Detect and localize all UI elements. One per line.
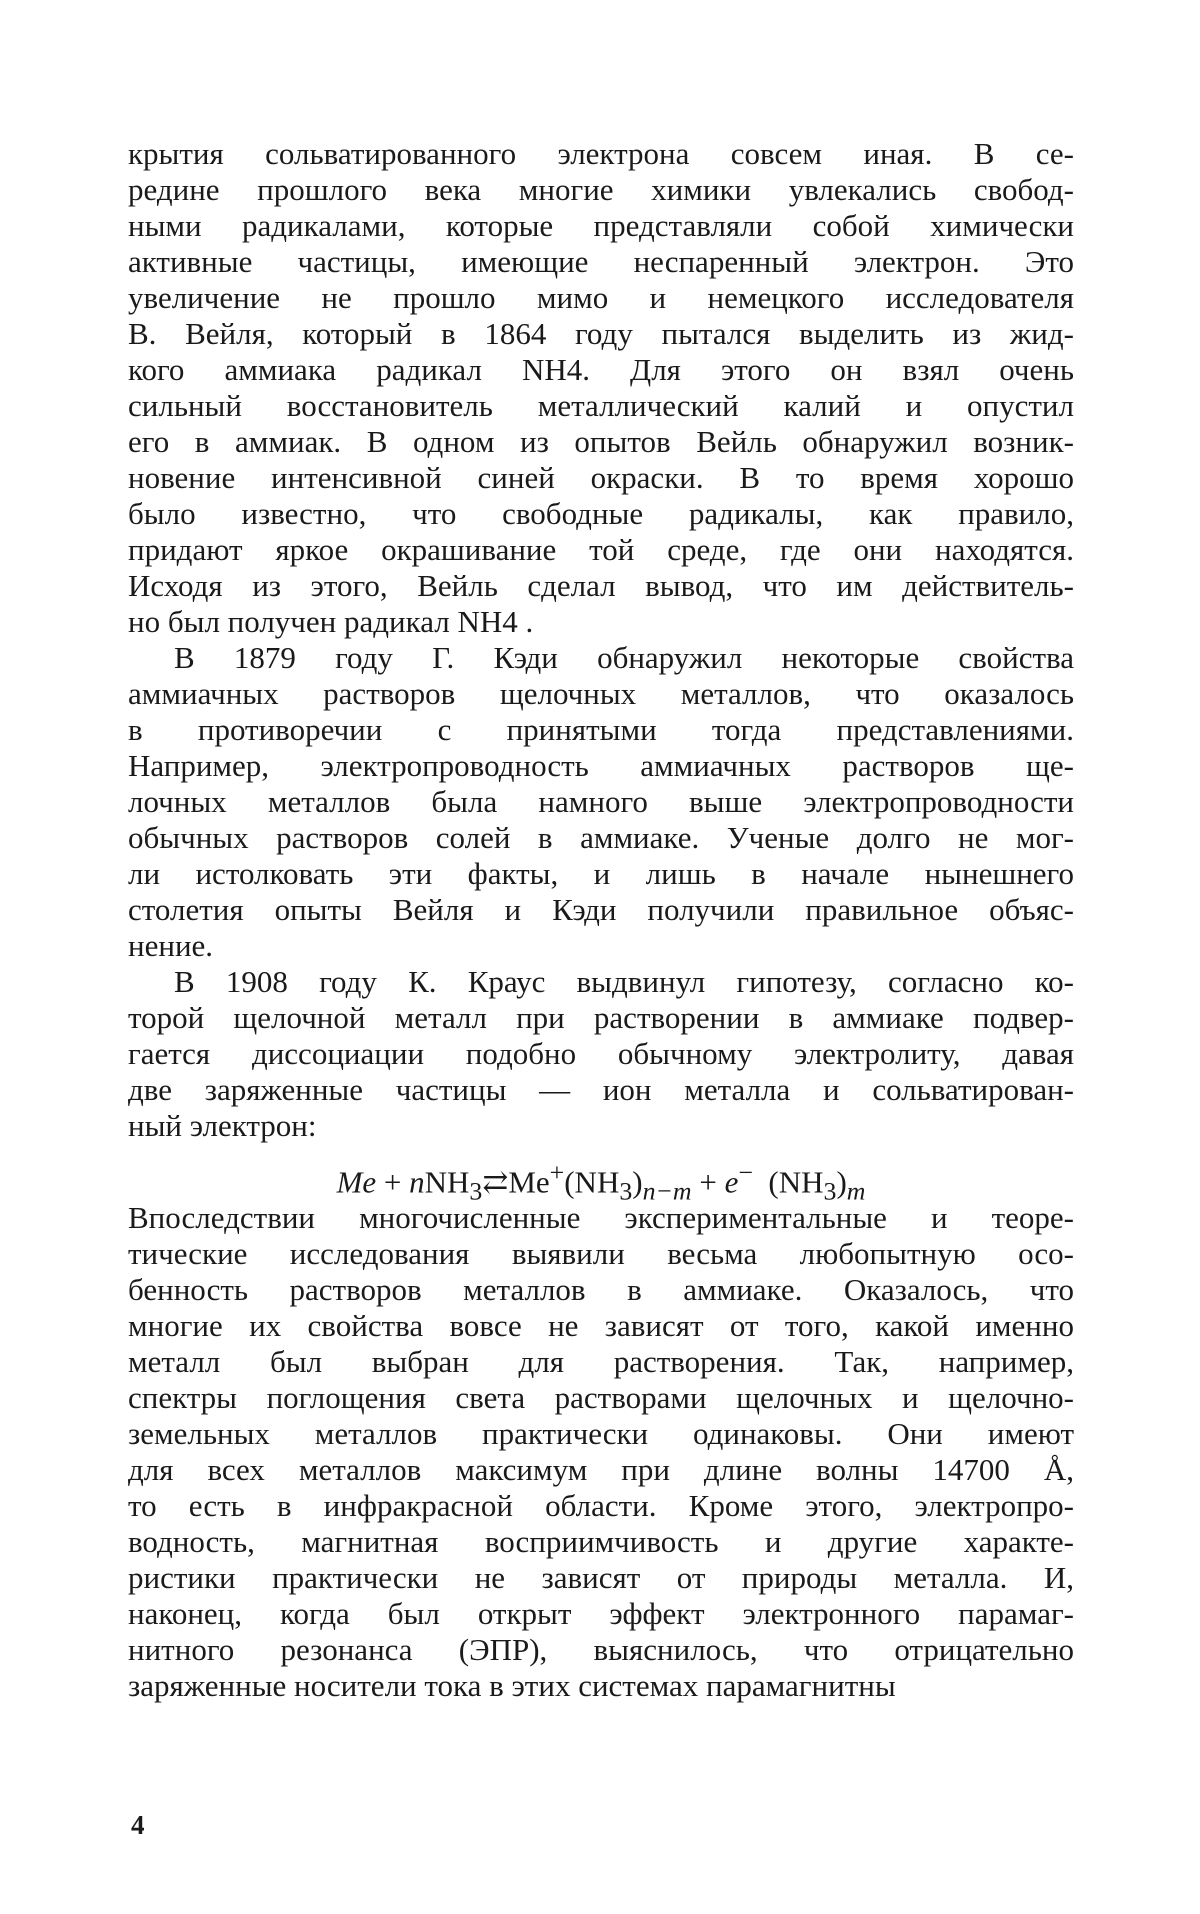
- text-line: заряженные носители тока в этих системах парамагнитны: [128, 1668, 896, 1703]
- formula-subscript: n−m: [642, 1176, 692, 1206]
- text-line: придают яркое окрашивание той среде, где они находятся.: [128, 532, 1074, 567]
- formula-metal: Me: [336, 1164, 377, 1200]
- text-line: водность, магнитная восприимчивость и другие характе-: [128, 1524, 1074, 1559]
- page-number: 4: [131, 1810, 145, 1840]
- text-line: гается диссоциации подобно обычному электролиту, давая: [128, 1036, 1074, 1071]
- dissociation-equation: [128, 1144, 1074, 1206]
- formula-solvation: (NH: [564, 1164, 620, 1200]
- formula-plus: +: [383, 1164, 402, 1200]
- text-line: В 1879 году Г. Кэди обнаружил некоторые свойства: [174, 640, 1074, 675]
- formula-bracket: ): [836, 1164, 847, 1200]
- formula-charge: +: [549, 1158, 565, 1187]
- text-line: торой щелочной металл при растворении в аммиаке подвер-: [128, 1000, 1074, 1035]
- text-line: нитного резонанса (ЭПР), выяснилось, что отрицательно: [128, 1632, 1074, 1667]
- text-line: было известно, что свободные радикалы, как правило,: [128, 496, 1074, 531]
- text-line: в противоречии с принятыми тогда представлениями.: [128, 712, 1074, 747]
- text-line: Впоследствии многочисленные экспериментальные и теоре-: [128, 1200, 1074, 1235]
- text-line: обычных растворов солей в аммиаке. Ученые долго не мог-: [128, 820, 1074, 855]
- text-line: В. Вейля, который в 1864 году пытался выделить из жид-: [128, 316, 1074, 351]
- text-line: нение.: [128, 928, 214, 963]
- formula-subscript: m: [846, 1176, 866, 1206]
- paragraph-3: [128, 964, 1074, 1144]
- text-line: редине прошлого века многие химики увлекались свобод-: [128, 172, 1074, 207]
- text-line: ристики практически не зависят от природы металла. И,: [128, 1560, 1074, 1595]
- text-line: ный электрон:: [128, 1108, 317, 1143]
- text-line: две заряженные частицы — ион металла и сольватирован-: [128, 1072, 1074, 1107]
- text-line: бенность растворов металлов в аммиаке. Оказалось, что: [128, 1272, 1074, 1307]
- text-line: многие их свойства вовсе не зависят от того, какой именно: [128, 1308, 1074, 1343]
- text-line: увеличение не прошло мимо и немецкого исследователя: [128, 280, 1074, 315]
- body-text: [128, 136, 1074, 1704]
- text-line: крытия сольватированного электрона совсем иная. В се-: [128, 136, 1074, 171]
- paragraph-2: [128, 640, 1074, 964]
- text-line: спектры поглощения света растворами щелочных и щелочно-: [128, 1380, 1074, 1415]
- text-line: Исходя из этого, Вейль сделал вывод, что им действитель-: [128, 568, 1074, 603]
- text-line: его в аммиак. В одном из опытов Вейль обнаружил возник-: [128, 424, 1074, 459]
- text-line: тические исследования выявили весьма любопытную осо-: [128, 1236, 1074, 1271]
- formula-subscript: 3: [619, 1176, 633, 1206]
- text-line: В 1908 году К. Краус выдвинул гипотезу, согласно ко-: [174, 964, 1074, 999]
- text-line: столетия опыты Вейля и Кэди получили правильное объяс-: [128, 892, 1074, 927]
- text-line: металл был выбран для растворения. Так, например,: [128, 1344, 1074, 1379]
- text-line: аммиачных растворов щелочных металлов, что оказалось: [128, 676, 1074, 711]
- formula-subscript: 3: [469, 1176, 483, 1206]
- formula-charge: −: [738, 1158, 753, 1187]
- formula-subscript: 3: [823, 1176, 837, 1206]
- text-line: новение интенсивной синей окраски. В то время хорошо: [128, 460, 1074, 495]
- text-line: для всех металлов максимум при длине волны 14700 Å,: [128, 1452, 1074, 1487]
- text-line: ли истолковать эти факты, и лишь в начале нынешнего: [128, 856, 1074, 891]
- text-line: но был получен радикал NH4 .: [128, 604, 534, 639]
- text-line: ными радикалами, которые представляли собой химически: [128, 208, 1074, 243]
- paragraph-4: [128, 1200, 1074, 1704]
- text-line: земельных металлов практически одинаковы. Они имеют: [128, 1416, 1074, 1451]
- formula-cation: Me: [508, 1164, 550, 1200]
- text-line: то есть в инфракрасной области. Кроме этого, электропро-: [128, 1488, 1074, 1523]
- text-line: лочных металлов была намного выше электропроводности: [128, 784, 1074, 819]
- text-line: кого аммиака радикал NH4. Для этого он взял очень: [128, 352, 1074, 387]
- paragraph-1: [128, 136, 1074, 640]
- formula-electron: e: [724, 1164, 739, 1200]
- text-line: сильный восстановитель металлический калий и опустил: [128, 388, 1074, 423]
- text-line: Например, электропроводность аммиачных растворов ще-: [128, 748, 1074, 783]
- formula-ammonia: NH: [424, 1164, 470, 1200]
- formula-plus: +: [699, 1164, 717, 1200]
- text-line: активные частицы, имеющие неспаренный электрон. Это: [128, 244, 1074, 279]
- formula-bracket: ): [632, 1164, 643, 1200]
- text-line: наконец, когда был открыт эффект электронного парамаг-: [128, 1596, 1074, 1631]
- formula-solvation: (NH: [768, 1164, 824, 1200]
- equilibrium-arrow: ⇄: [482, 1164, 509, 1200]
- formula-coefficient: n: [409, 1164, 425, 1200]
